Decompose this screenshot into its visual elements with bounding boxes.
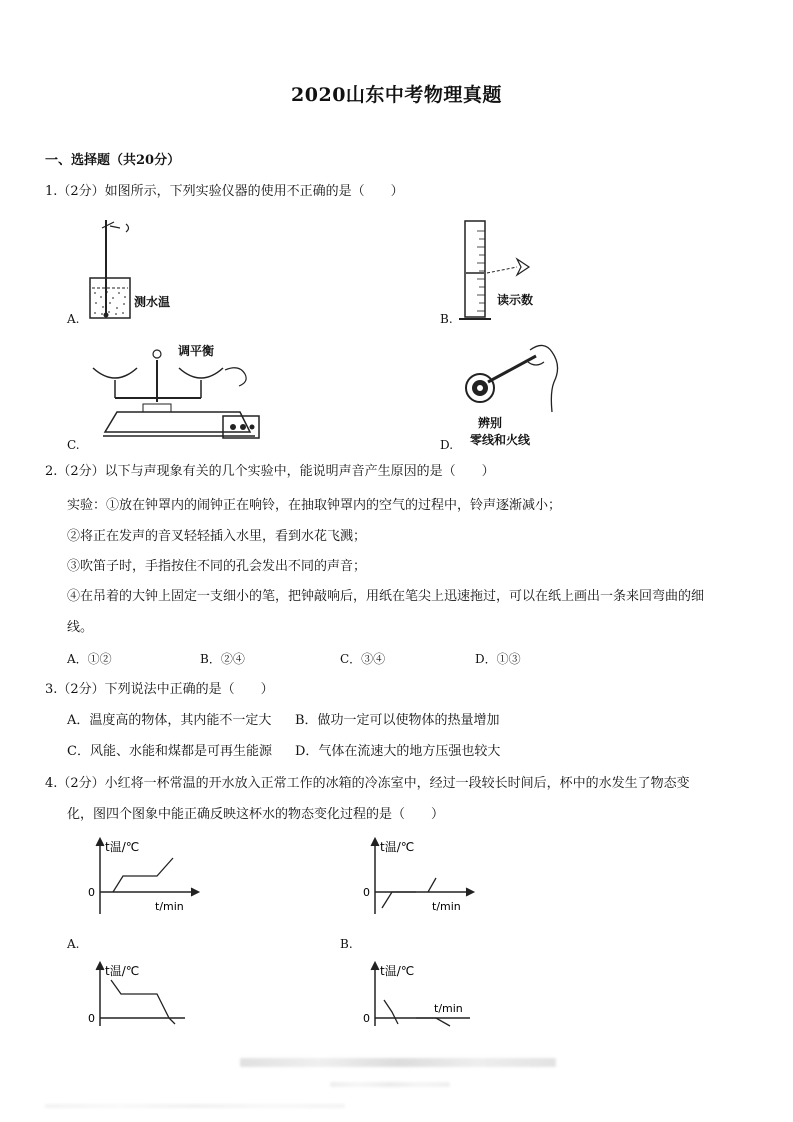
q1-b-label: B. [440, 312, 453, 326]
graph-a-curve [113, 858, 173, 892]
beaker-shape [90, 278, 130, 318]
zero-label: 0 [88, 1012, 95, 1025]
footer-watermark [240, 1058, 556, 1067]
y-axis-label: t温/℃ [105, 964, 140, 978]
y-axis-label: t温/℃ [380, 840, 415, 854]
q2-line-4: ④在吊着的大钟上固定一支细小的笔，把钟敲响后，用纸在笔尖上迅速拖过，可以在纸上画出一条来回弯曲的细 [67, 589, 705, 604]
section-heading: 一、选择题（共20分） [45, 153, 181, 168]
q2-stem: 2.（2分）以下与声现象有关的几个实验中，能说明声音产生原因的是（ ） [45, 464, 495, 479]
q3-stem: 3.（2分）下列说法中正确的是（ ） [45, 682, 274, 697]
q1-d-caption-1: 辨别 [478, 416, 503, 430]
q2-option-b: B．②④ [200, 652, 245, 666]
graph-d-curve-1 [384, 1000, 398, 1024]
beaker-water-dots [94, 291, 126, 315]
q2-option-a: A．①② [67, 652, 112, 666]
zero-label: 0 [88, 886, 95, 899]
q1-a-caption: 测水温 [134, 295, 171, 309]
graph-b-curve-1 [382, 892, 416, 908]
hand-shape [225, 368, 246, 386]
q2-option-c: C．③④ [340, 652, 386, 666]
q3-option-c: C．风能、水能和煤都是可再生能源 [67, 744, 272, 759]
graph-d-curve-2 [416, 1018, 450, 1026]
q1-d-caption-2: 零线和火线 [470, 433, 531, 447]
q1-figure-d [458, 342, 568, 422]
q4-a-label: A. [67, 937, 80, 951]
test-pen-shape [488, 356, 536, 382]
y-axis-label: t温/℃ [380, 964, 415, 978]
x-axis-label: t/min [434, 1002, 463, 1015]
q1-figure-b [455, 215, 545, 325]
graph-b-curve-2 [428, 878, 436, 892]
q2-line-3: ③吹笛子时，手指按住不同的孔会发出不同的声音； [67, 559, 367, 574]
q1-stem: 1.（2分）如图所示，下列实验仪器的使用不正确的是（ ） [45, 184, 404, 199]
balance-base-shape [105, 412, 250, 432]
x-axis-label: t/min [155, 900, 184, 913]
q2-option-d: D．①③ [475, 652, 521, 666]
left-pan-shape [93, 368, 137, 378]
q4-stem-2: 化，图四个图象中能正确反映这杯水的物态变化过程的是（ ） [67, 807, 445, 822]
q3-option-b: B．做功一定可以使物体的热量增加 [295, 713, 500, 728]
q3-option-a: A．温度高的物体，其内能不一定大 [67, 713, 272, 728]
q1-d-label: D. [440, 438, 454, 452]
zero-label: 0 [363, 886, 370, 899]
q2-line-5: 线。 [67, 620, 94, 635]
page-footer-line [45, 1104, 345, 1108]
q4-b-label: B. [340, 937, 353, 951]
y-axis-label: t温/℃ [105, 840, 140, 854]
q4-graph-b [360, 836, 480, 916]
q1-c-caption: 调平衡 [178, 344, 215, 358]
q4-graph-a [85, 836, 205, 916]
q1-c-label: C. [67, 438, 80, 452]
q2-line-1: 实验：①放在钟罩内的闹钟正在响铃，在抽取钟罩内的空气的过程中，铃声逐渐减小； [67, 498, 562, 513]
q1-a-label: A. [67, 312, 80, 326]
q2-line-2: ②将正在发声的音叉轻轻插入水里，看到水花飞溅； [67, 529, 367, 544]
right-pan-shape [179, 368, 223, 378]
q4-stem-1: 4.（2分）小红将一杯常温的开水放入正常工作的冰箱的冷冻室中，经过一段较长时间后，杯中的水发生了物态变 [45, 776, 690, 791]
zero-label: 0 [363, 1012, 370, 1025]
page-title: 2020山东中考物理真题 [291, 84, 502, 106]
x-axis-label: t/min [432, 900, 461, 913]
q1-b-caption: 读示数 [497, 293, 534, 307]
q4-graph-d [360, 960, 490, 1032]
eye-arrow-shape [517, 259, 529, 275]
q4-graph-c [85, 960, 205, 1032]
footer-watermark-secondary [330, 1082, 450, 1087]
q3-option-d: D．气体在流速大的地方压强也较大 [295, 744, 501, 759]
